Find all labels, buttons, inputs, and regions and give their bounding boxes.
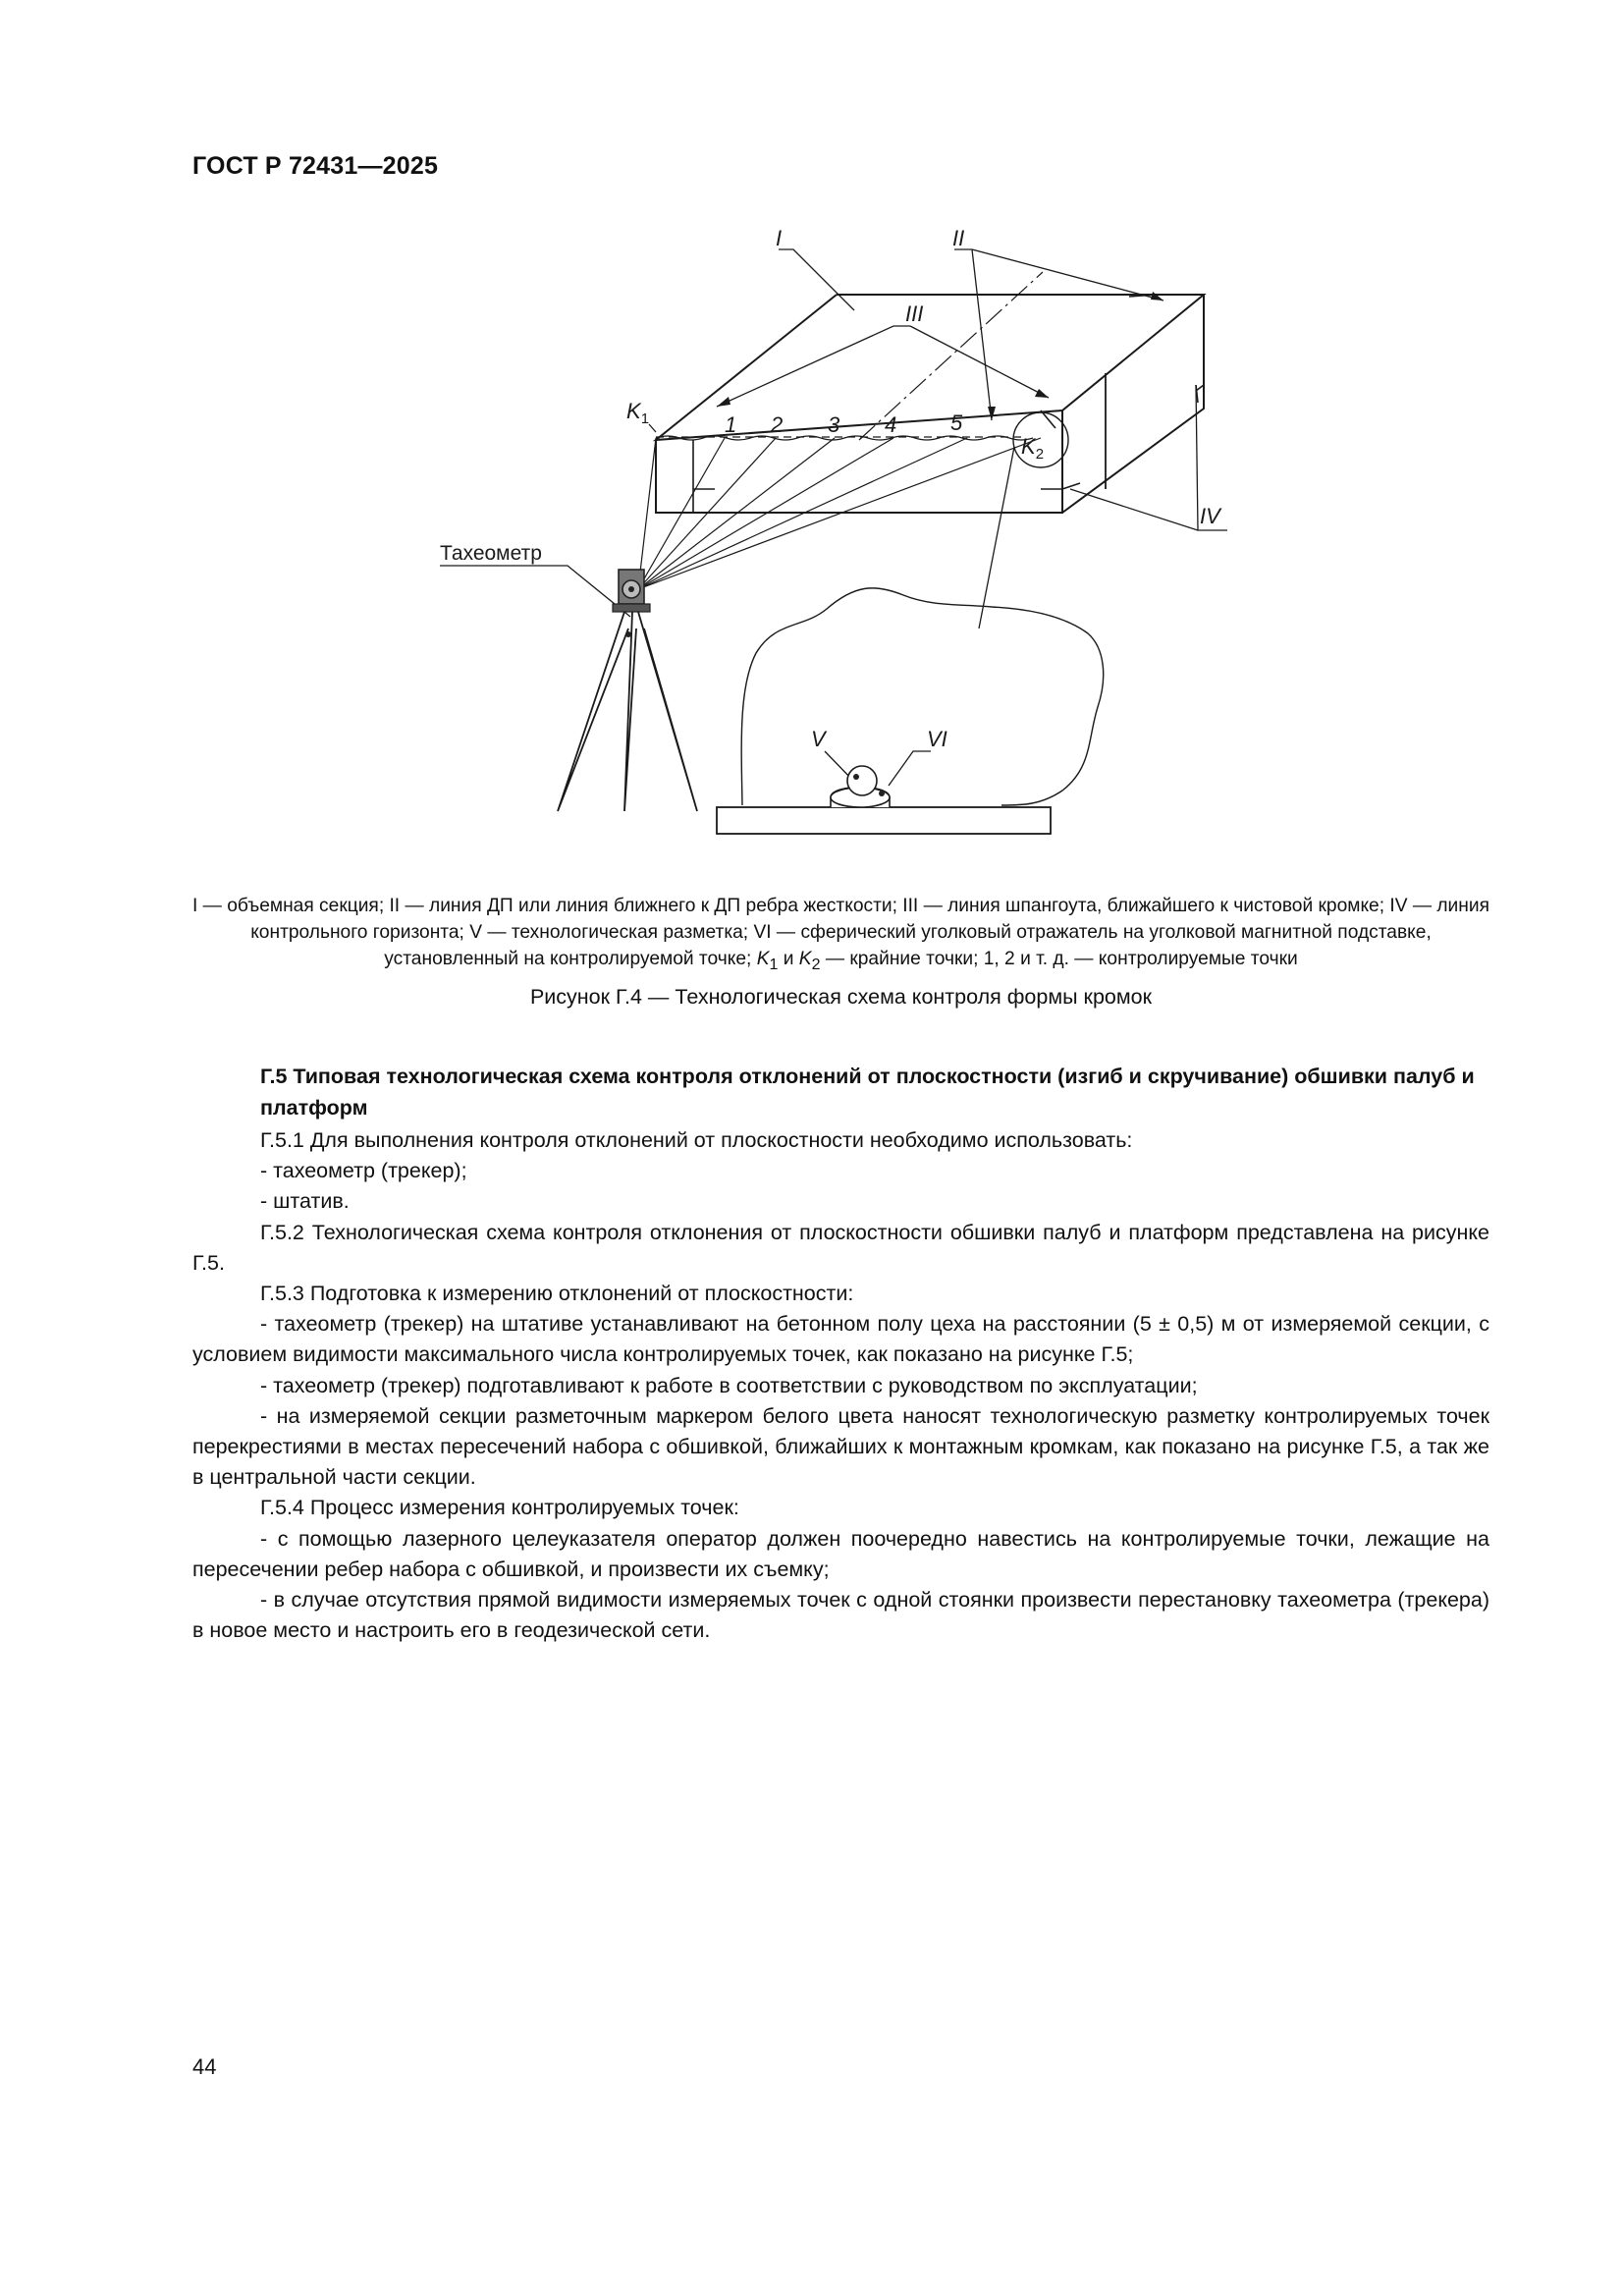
- figure-caption: Рисунок Г.4 — Технологическая схема контроля формы кромок: [529, 985, 1153, 1009]
- label-tacheometer: Тахеометр: [440, 542, 542, 565]
- document-header: ГОСТ Р 72431—2025: [192, 152, 439, 180]
- label-III: III: [905, 301, 924, 326]
- paragraph: Г.5.1 Для выполнения контроля отклонений от плоскостности необходимо использовать:: [260, 1128, 1133, 1152]
- page-number: 44: [192, 2054, 217, 2079]
- list-item: - штатив.: [260, 1189, 350, 1214]
- label-K2: $K_2$: [1021, 434, 1045, 463]
- label-K1: $K_1$: [626, 399, 650, 427]
- point-label-2: 2: [771, 412, 784, 437]
- point-label-4: 4: [885, 412, 897, 437]
- list-item: - тахеометр (трекер);: [260, 1159, 467, 1183]
- point-label-5: 5: [950, 410, 963, 435]
- figure-g4: [393, 221, 1276, 864]
- list-item: - на измеряемой секции разметочным маркером белого цвета наносят технологическую разметку контролируемых точек перекрестиями в местах пересечений набора с обшивкой, ближайших к монтажным кромкам, как показано на рисунке Г.5, а так же в центральной части секции.: [192, 1403, 1489, 1490]
- paragraph: Г.5.3 Подготовка к измерению отклонений от плоскостности:: [260, 1282, 854, 1306]
- edge-shape-control-diagram: [393, 221, 1276, 864]
- label-II: II: [952, 226, 965, 250]
- list-item: - в случае отсутствия прямой видимости измеряемых точек с одной стоянки произвести перестановку тахеометра (трекера) в новое место и настроить его в геодезической сети.: [192, 1588, 1489, 1643]
- reflector-icon: [831, 766, 890, 807]
- figure-legend: I — объемная секция; II — линия ДП или линия ближнего к ДП ребра жесткости; III — линия шпангоута, ближайшего к чистовой кромке; IV — линия контрольного горизонта; V — технологическая разметка; VI — сферический уголковый отражатель на уголковой магнитной подставке, установленный на контролируемой точке; $K_1$ и $K_2$ — крайние точки; 1, 2 и т. д. — контролируемые точки: [192, 896, 1489, 973]
- list-item: - с помощью лазерного целеуказателя оператор должен поочередно навестись на контролируемые точки, лежащие на пересечении ребер набора с обшивкой, и произвести их съемку;: [192, 1526, 1489, 1581]
- point-label-1: 1: [725, 412, 737, 437]
- arrowheads: [717, 292, 1163, 420]
- section-body: [192, 1125, 1489, 1646]
- tacheometer-icon: [558, 570, 697, 811]
- leader-lines: [440, 249, 1227, 786]
- detail-outline: [741, 588, 1104, 805]
- label-I: I: [776, 226, 783, 250]
- list-item: - тахеометр (трекер) на штативе устанавливают на бетонном полу цеха на расстоянии (5 ± 0,5) м от измеряемой секции, с условием видимости максимального числа контролируемых точек, как показано на рисунке Г.5;: [192, 1312, 1489, 1367]
- label-VI: VI: [927, 727, 947, 751]
- label-V: V: [811, 727, 826, 751]
- section-title: Г.5 Типовая технологическая схема контроля отклонений от плоскостности (изгиб и скручивание) обшивки палуб и платформ: [260, 1065, 1475, 1120]
- point-label-3: 3: [828, 412, 840, 437]
- list-item: - тахеометр (трекер) подготавливают к работе в соответствии с руководством по эксплуатации;: [260, 1373, 1198, 1397]
- paragraph: Г.5.4 Процесс измерения контролируемых точек:: [260, 1496, 739, 1520]
- paragraph: Г.5.2 Технологическая схема контроля отклонения от плоскостности обшивки палуб и платформ представлена на рисунке Г.5.: [192, 1220, 1489, 1275]
- label-IV: IV: [1200, 504, 1220, 528]
